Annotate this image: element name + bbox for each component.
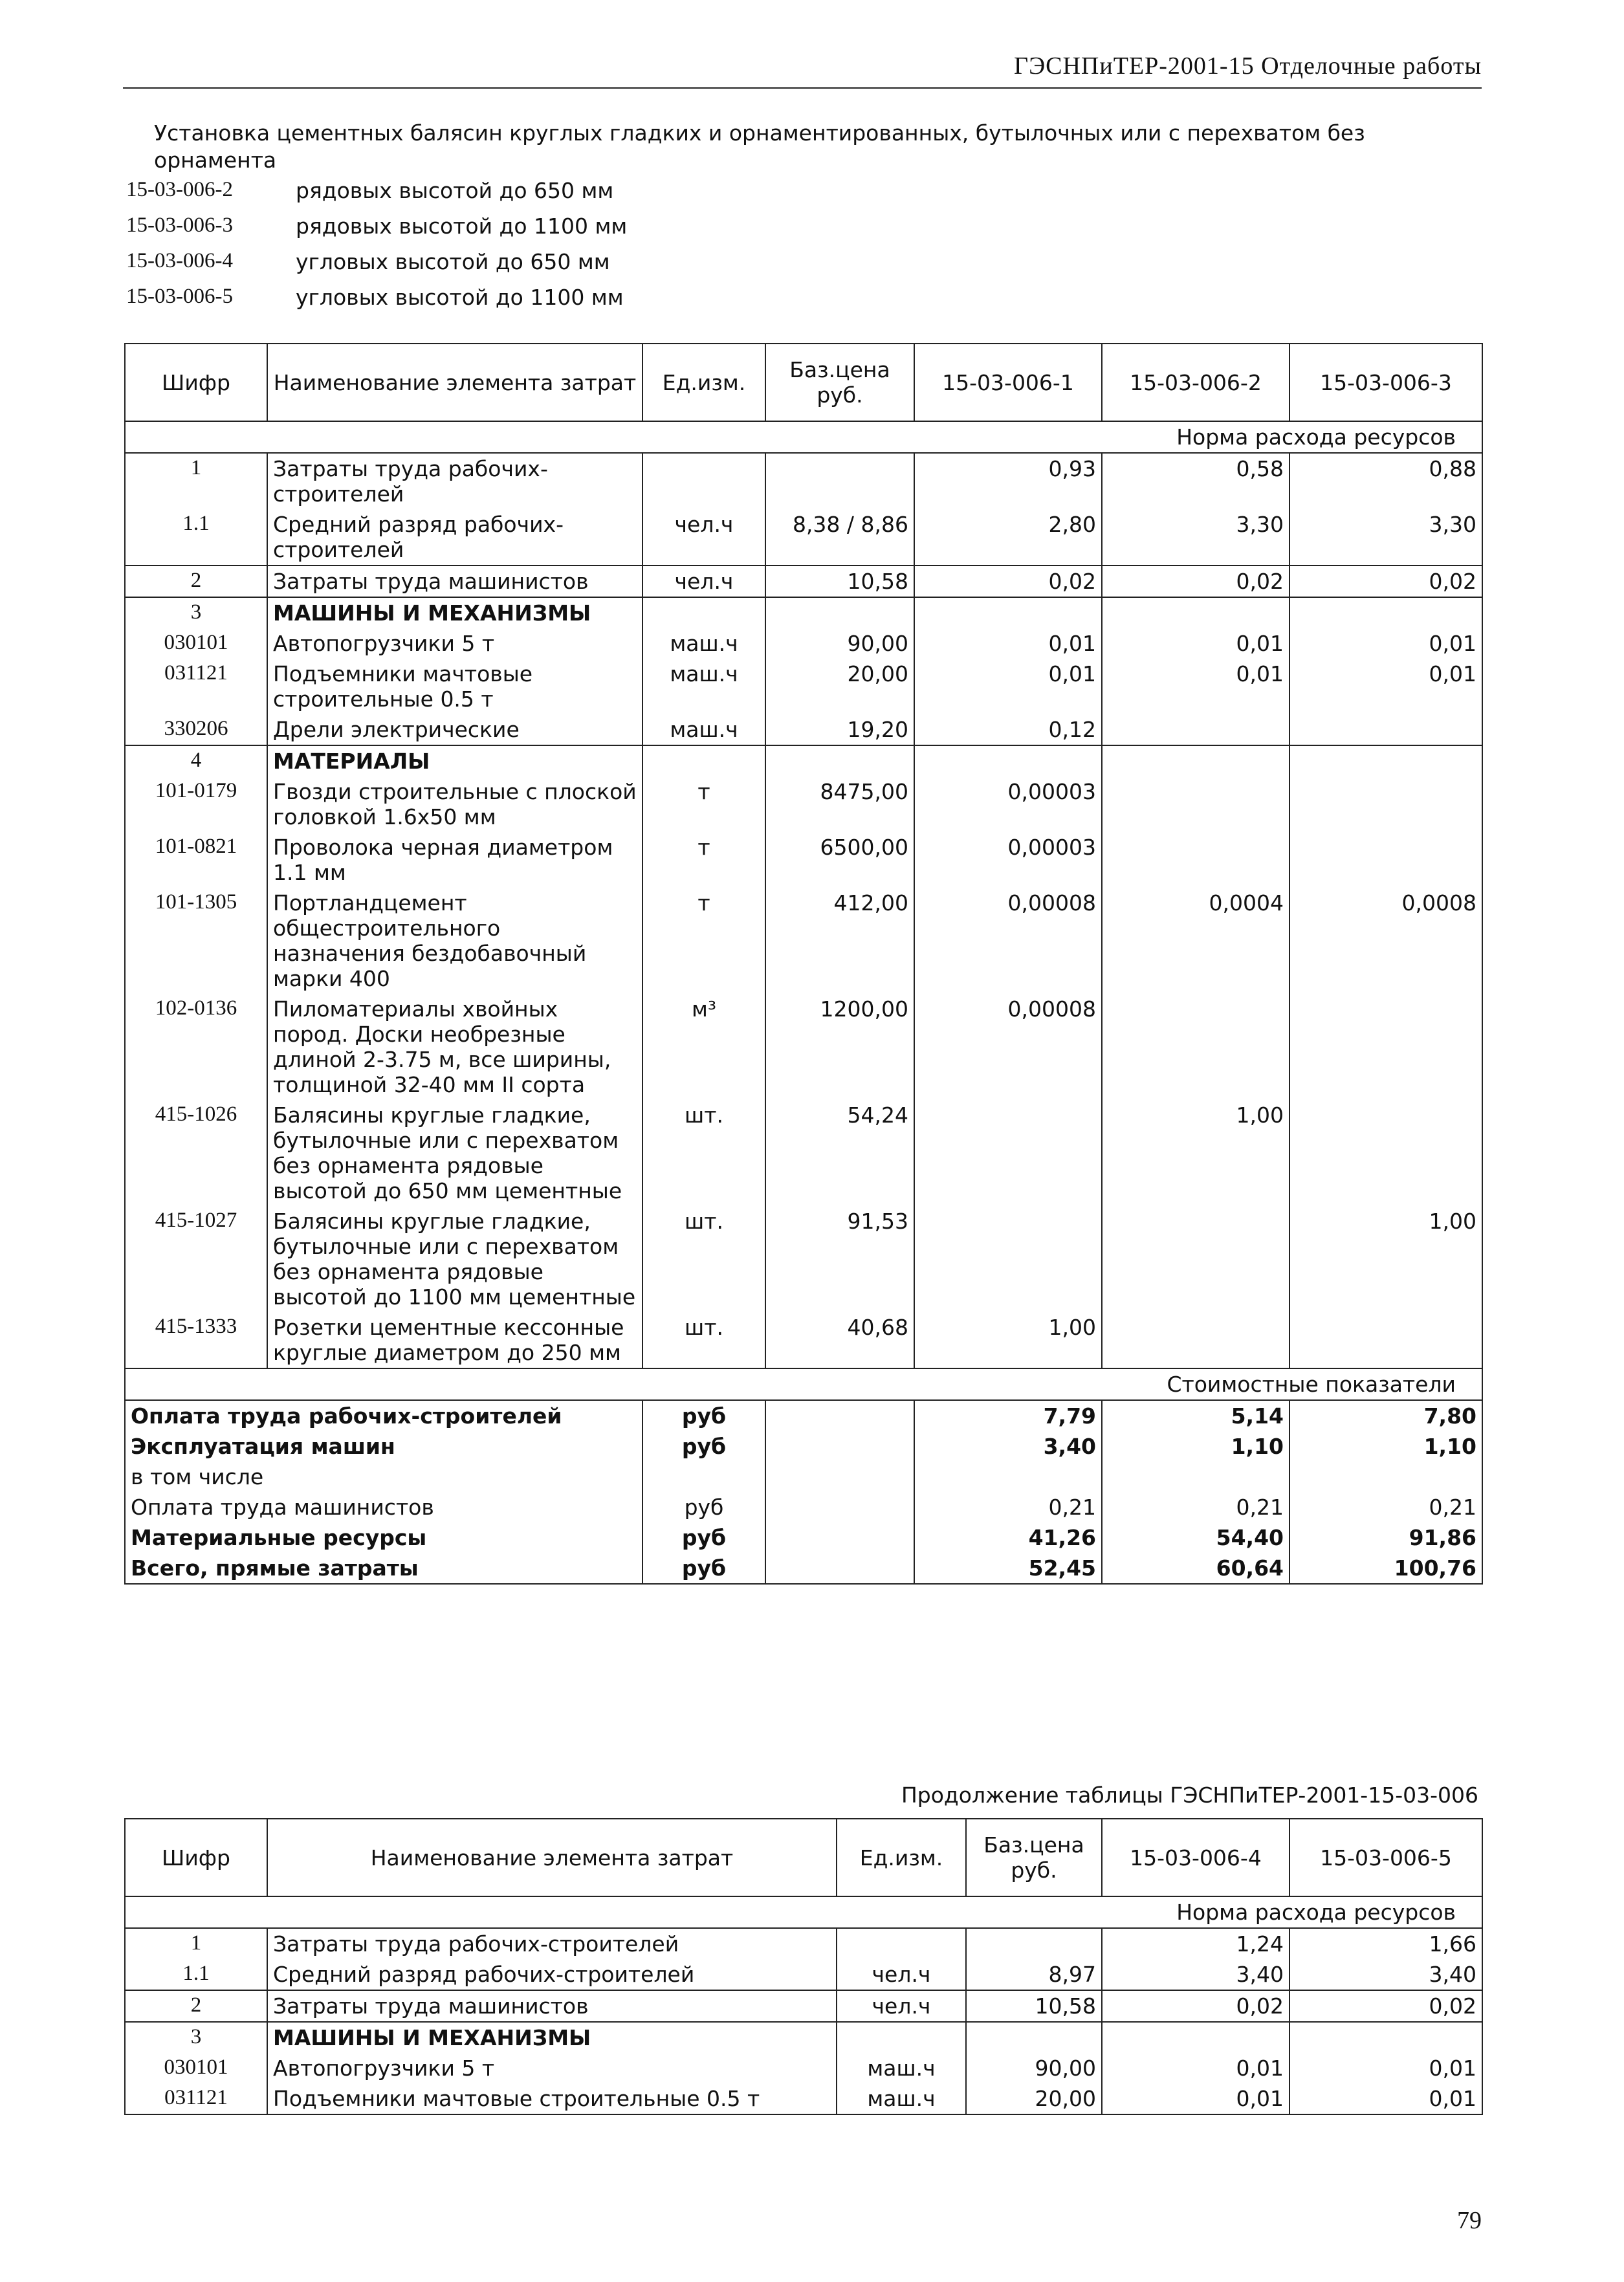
row-unit: т <box>642 776 765 832</box>
row-code: 2 <box>125 1990 267 2022</box>
row-value-3 <box>1289 776 1482 832</box>
row-value-1 <box>1102 2022 1289 2053</box>
summary-value-2: 54,40 <box>1102 1522 1289 1553</box>
row-name: Автопогрузчики 5 т <box>267 2053 837 2083</box>
row-value-1: 0,02 <box>1102 1990 1289 2022</box>
row-value-3: 0,0008 <box>1289 888 1482 994</box>
row-value-2: 0,01 <box>1102 628 1289 659</box>
row-value-3 <box>1289 1312 1482 1368</box>
row-code: 1.1 <box>125 509 267 565</box>
row-name: МАШИНЫ И МЕХАНИЗМЫ <box>267 597 642 628</box>
row-code: 415-1026 <box>125 1100 267 1206</box>
summary-value-3: 7,80 <box>1289 1400 1482 1431</box>
summary-row <box>125 1492 1482 1522</box>
table-row <box>125 1928 1482 1959</box>
summary-value-2: 1,10 <box>1102 1431 1289 1462</box>
table-row <box>125 565 1482 597</box>
row-name: Затраты труда рабочих-строителей <box>267 453 642 509</box>
variant-item <box>126 249 627 285</box>
variant-code: 15-03-006-4 <box>126 249 233 272</box>
row-unit: т <box>642 832 765 888</box>
variant-item <box>126 214 627 249</box>
summary-unit: руб <box>642 1522 765 1553</box>
col-header-price: Баз.цена руб. <box>966 1819 1102 1896</box>
table-row <box>125 628 1482 659</box>
row-code: 031121 <box>125 659 267 714</box>
summary-unit <box>642 1462 765 1492</box>
cost-title: Стоимостные показатели <box>125 1368 1482 1400</box>
col-header-unit: Ед.изм. <box>837 1819 966 1896</box>
row-value-3 <box>1289 745 1482 776</box>
row-value-1: 0,01 <box>1102 2053 1289 2083</box>
row-value-2: 3,40 <box>1289 1959 1482 1990</box>
variant-code: 15-03-006-2 <box>126 178 233 201</box>
row-value-2: 1,66 <box>1289 1928 1482 1959</box>
col-header-name: Наименование элемента затрат <box>267 344 642 421</box>
row-price <box>765 745 914 776</box>
summary-value-1: 52,45 <box>914 1553 1102 1584</box>
summary-price-empty <box>765 1553 914 1584</box>
variant-code: 15-03-006-3 <box>126 214 233 237</box>
variant-item <box>126 178 627 214</box>
row-unit <box>837 2022 966 2053</box>
variant-label: угловых высотой до 650 мм <box>296 249 610 274</box>
table-row <box>125 1959 1482 1990</box>
row-name: МАТЕРИАЛЫ <box>267 745 642 776</box>
header-rule <box>123 87 1482 89</box>
row-value-2 <box>1102 1206 1289 1312</box>
summary-row <box>125 1431 1482 1462</box>
intro-text: Установка цементных балясин круглых гладких и орнаментированных, бутылочных или с перехватом без орнамента <box>154 120 1365 173</box>
row-code: 030101 <box>125 2053 267 2083</box>
row-unit: шт. <box>642 1312 765 1368</box>
row-value-1: 0,01 <box>1102 2083 1289 2114</box>
row-name: Проволока черная диаметром 1.1 мм <box>267 832 642 888</box>
summary-price-empty <box>765 1462 914 1492</box>
row-value-1 <box>914 1100 1102 1206</box>
summary-value-2: 5,14 <box>1102 1400 1289 1431</box>
row-value-2: 1,00 <box>1102 1100 1289 1206</box>
norm-title-row <box>125 1896 1482 1928</box>
row-code: 101-0179 <box>125 776 267 832</box>
row-price: 20,00 <box>765 659 914 714</box>
row-code: 101-1305 <box>125 888 267 994</box>
row-name: Розетки цементные кессонные круглые диаметром до 250 мм <box>267 1312 642 1368</box>
row-code: 1 <box>125 453 267 509</box>
summary-name: Всего, прямые затраты <box>125 1553 642 1584</box>
row-code: 3 <box>125 2022 267 2053</box>
row-unit: чел.ч <box>642 509 765 565</box>
row-price <box>966 2022 1102 2053</box>
row-value-1: 0,00008 <box>914 888 1102 994</box>
table-row <box>125 714 1482 745</box>
row-value-1 <box>914 745 1102 776</box>
row-value-2 <box>1102 1312 1289 1368</box>
col-header-name: Наименование элемента затрат <box>267 1819 837 1896</box>
col-header-unit: Ед.изм. <box>642 344 765 421</box>
summary-value-1: 41,26 <box>914 1522 1102 1553</box>
table-row <box>125 509 1482 565</box>
summary-price-empty <box>765 1400 914 1431</box>
row-price: 90,00 <box>765 628 914 659</box>
row-value-1: 1,00 <box>914 1312 1102 1368</box>
resource-table-2 <box>124 1818 1483 2115</box>
row-value-1: 0,00003 <box>914 832 1102 888</box>
row-value-3 <box>1289 714 1482 745</box>
summary-value-3: 0,21 <box>1289 1492 1482 1522</box>
table-row <box>125 994 1482 1100</box>
row-name: Дрели электрические <box>267 714 642 745</box>
summary-name: в том числе <box>125 1462 642 1492</box>
summary-value-1 <box>914 1462 1102 1492</box>
row-value-3: 1,00 <box>1289 1206 1482 1312</box>
row-value-2: 0,58 <box>1102 453 1289 509</box>
summary-value-2: 60,64 <box>1102 1553 1289 1584</box>
table-row <box>125 745 1482 776</box>
row-unit: шт. <box>642 1100 765 1206</box>
running-title: ГЭСНПиТЕР-2001-15 Отделочные работы <box>1014 52 1482 80</box>
row-name: Портландцемент общестроительного назначения бездобавочный марки 400 <box>267 888 642 994</box>
row-unit: т <box>642 888 765 994</box>
summary-unit: руб <box>642 1492 765 1522</box>
row-unit: маш.ч <box>642 628 765 659</box>
row-price: 6500,00 <box>765 832 914 888</box>
row-name: Средний разряд рабочих-строителей <box>267 1959 837 1990</box>
variant-label: угловых высотой до 1100 мм <box>296 285 624 310</box>
row-name: МАШИНЫ И МЕХАНИЗМЫ <box>267 2022 837 2053</box>
row-value-2: 0,0004 <box>1102 888 1289 994</box>
table-row <box>125 1312 1482 1368</box>
row-name: Гвозди строительные с плоской головкой 1.6х50 мм <box>267 776 642 832</box>
row-unit: чел.ч <box>837 1959 966 1990</box>
row-value-2: 0,01 <box>1102 659 1289 714</box>
row-value-2: 0,01 <box>1289 2083 1482 2114</box>
table-row <box>125 1206 1482 1312</box>
row-unit: чел.ч <box>642 565 765 597</box>
row-name: Затраты труда машинистов <box>267 1990 837 2022</box>
row-value-1: 0,01 <box>914 659 1102 714</box>
table-row <box>125 1100 1482 1206</box>
row-name: Пиломатериалы хвойных пород. Доски необрезные длиной 2-3.75 м, все ширины, толщиной 32-40 мм II сорта <box>267 994 642 1100</box>
row-price <box>966 1928 1102 1959</box>
row-price <box>765 597 914 628</box>
row-code: 415-1333 <box>125 1312 267 1368</box>
row-price: 8,38 / 8,86 <box>765 509 914 565</box>
row-value-2 <box>1102 776 1289 832</box>
row-code: 031121 <box>125 2083 267 2114</box>
row-value-2 <box>1102 994 1289 1100</box>
col-header-variant-4: 15-03-006-4 <box>1102 1819 1289 1896</box>
row-code: 030101 <box>125 628 267 659</box>
col-header-variant-1: 15-03-006-1 <box>914 344 1102 421</box>
row-value-1: 0,02 <box>914 565 1102 597</box>
summary-price-empty <box>765 1522 914 1553</box>
row-unit: маш.ч <box>837 2053 966 2083</box>
row-value-3 <box>1289 597 1482 628</box>
row-value-1 <box>914 1206 1102 1312</box>
row-price: 10,58 <box>966 1990 1102 2022</box>
summary-name: Оплата труда рабочих-строителей <box>125 1400 642 1431</box>
page-number: 79 <box>1457 2207 1482 2234</box>
row-value-2: 3,30 <box>1102 509 1289 565</box>
row-value-2 <box>1102 745 1289 776</box>
row-code: 3 <box>125 597 267 628</box>
summary-value-1: 3,40 <box>914 1431 1102 1462</box>
norm-title: Норма расхода ресурсов <box>125 421 1482 453</box>
summary-value-3: 91,86 <box>1289 1522 1482 1553</box>
summary-row <box>125 1400 1482 1431</box>
row-code: 101-0821 <box>125 832 267 888</box>
variant-label: рядовых высотой до 1100 мм <box>296 214 628 239</box>
row-code: 102-0136 <box>125 994 267 1100</box>
variant-item <box>126 285 627 320</box>
row-name: Автопогрузчики 5 т <box>267 628 642 659</box>
col-header-variant-2: 15-03-006-2 <box>1102 344 1289 421</box>
row-unit <box>837 1928 966 1959</box>
summary-name: Материальные ресурсы <box>125 1522 642 1553</box>
row-value-1: 0,00003 <box>914 776 1102 832</box>
row-price: 8475,00 <box>765 776 914 832</box>
row-code: 2 <box>125 565 267 597</box>
row-unit <box>642 745 765 776</box>
variant-list <box>126 178 627 320</box>
row-value-1: 3,40 <box>1102 1959 1289 1990</box>
row-unit <box>642 453 765 509</box>
row-value-3: 0,02 <box>1289 565 1482 597</box>
row-unit: маш.ч <box>837 2083 966 2114</box>
table-row <box>125 2022 1482 2053</box>
summary-row <box>125 1522 1482 1553</box>
summary-price-empty <box>765 1492 914 1522</box>
summary-unit: руб <box>642 1400 765 1431</box>
row-value-3: 0,01 <box>1289 659 1482 714</box>
table-row <box>125 776 1482 832</box>
row-code: 4 <box>125 745 267 776</box>
row-price: 40,68 <box>765 1312 914 1368</box>
col-header-variant-5: 15-03-006-5 <box>1289 1819 1482 1896</box>
summary-value-3: 100,76 <box>1289 1553 1482 1584</box>
row-price: 1200,00 <box>765 994 914 1100</box>
summary-value-2: 0,21 <box>1102 1492 1289 1522</box>
row-price: 90,00 <box>966 2053 1102 2083</box>
row-price: 8,97 <box>966 1959 1102 1990</box>
row-unit <box>642 597 765 628</box>
resource-table-1 <box>124 343 1483 1585</box>
row-value-2: 0,01 <box>1289 2053 1482 2083</box>
row-value-3: 0,01 <box>1289 628 1482 659</box>
summary-unit: руб <box>642 1431 765 1462</box>
row-unit: шт. <box>642 1206 765 1312</box>
row-name: Затраты труда рабочих-строителей <box>267 1928 837 1959</box>
row-unit: м³ <box>642 994 765 1100</box>
row-unit: маш.ч <box>642 659 765 714</box>
col-header-code: Шифр <box>125 1819 267 1896</box>
summary-value-2 <box>1102 1462 1289 1492</box>
col-header-price: Баз.цена руб. <box>765 344 914 421</box>
row-name: Балясины круглые гладкие, бутылочные или с перехватом без орнамента рядовые высотой до 650 мм цементные <box>267 1100 642 1206</box>
summary-name: Эксплуатация машин <box>125 1431 642 1462</box>
row-value-3: 3,30 <box>1289 509 1482 565</box>
summary-value-1: 0,21 <box>914 1492 1102 1522</box>
table-row <box>125 832 1482 888</box>
row-value-3: 0,88 <box>1289 453 1482 509</box>
summary-row <box>125 1462 1482 1492</box>
col-header-code: Шифр <box>125 344 267 421</box>
summary-unit: руб <box>642 1553 765 1584</box>
norm-title-row <box>125 421 1482 453</box>
row-value-2 <box>1102 714 1289 745</box>
row-value-1: 2,80 <box>914 509 1102 565</box>
row-price: 10,58 <box>765 565 914 597</box>
summary-price-empty <box>765 1431 914 1462</box>
row-value-2 <box>1102 597 1289 628</box>
col-header-variant-3: 15-03-006-3 <box>1289 344 1482 421</box>
row-name: Балясины круглые гладкие, бутылочные или с перехватом без орнамента рядовые высотой до 1100 мм цементные <box>267 1206 642 1312</box>
row-name: Подъемники мачтовые строительные 0.5 т <box>267 659 642 714</box>
summary-value-3: 1,10 <box>1289 1431 1482 1462</box>
table-row <box>125 659 1482 714</box>
row-unit: маш.ч <box>642 714 765 745</box>
cost-title-row <box>125 1368 1482 1400</box>
row-value-1: 0,01 <box>914 628 1102 659</box>
row-price: 54,24 <box>765 1100 914 1206</box>
variant-label: рядовых высотой до 650 мм <box>296 178 614 203</box>
summary-value-3 <box>1289 1462 1482 1492</box>
table-row <box>125 597 1482 628</box>
summary-value-1: 7,79 <box>914 1400 1102 1431</box>
row-name: Средний разряд рабочих-строителей <box>267 509 642 565</box>
row-price <box>765 453 914 509</box>
table-row <box>125 1990 1482 2022</box>
row-value-1: 0,12 <box>914 714 1102 745</box>
row-value-2: 0,02 <box>1289 1990 1482 2022</box>
row-code: 1.1 <box>125 1959 267 1990</box>
row-code: 415-1027 <box>125 1206 267 1312</box>
variant-code: 15-03-006-5 <box>126 285 233 308</box>
row-value-3 <box>1289 1100 1482 1206</box>
table-row <box>125 2053 1482 2083</box>
row-price: 412,00 <box>765 888 914 994</box>
row-value-1 <box>914 597 1102 628</box>
row-value-1: 0,93 <box>914 453 1102 509</box>
row-price: 19,20 <box>765 714 914 745</box>
table-row <box>125 888 1482 994</box>
row-code: 1 <box>125 1928 267 1959</box>
row-value-2 <box>1289 2022 1482 2053</box>
table-row <box>125 453 1482 509</box>
row-value-3 <box>1289 832 1482 888</box>
row-price: 91,53 <box>765 1206 914 1312</box>
row-name: Подъемники мачтовые строительные 0.5 т <box>267 2083 837 2114</box>
row-name: Затраты труда машинистов <box>267 565 642 597</box>
row-value-2 <box>1102 832 1289 888</box>
continuation-title: Продолжение таблицы ГЭСНПиТЕР-2001-15-03-006 <box>901 1783 1478 1808</box>
row-price: 20,00 <box>966 2083 1102 2114</box>
table-row <box>125 2083 1482 2114</box>
norm-title: Норма расхода ресурсов <box>125 1896 1482 1928</box>
row-unit: чел.ч <box>837 1990 966 2022</box>
row-code: 330206 <box>125 714 267 745</box>
summary-row <box>125 1553 1482 1584</box>
row-value-2: 0,02 <box>1102 565 1289 597</box>
row-value-1: 1,24 <box>1102 1928 1289 1959</box>
row-value-3 <box>1289 994 1482 1100</box>
summary-name: Оплата труда машинистов <box>125 1492 642 1522</box>
row-value-1: 0,00008 <box>914 994 1102 1100</box>
